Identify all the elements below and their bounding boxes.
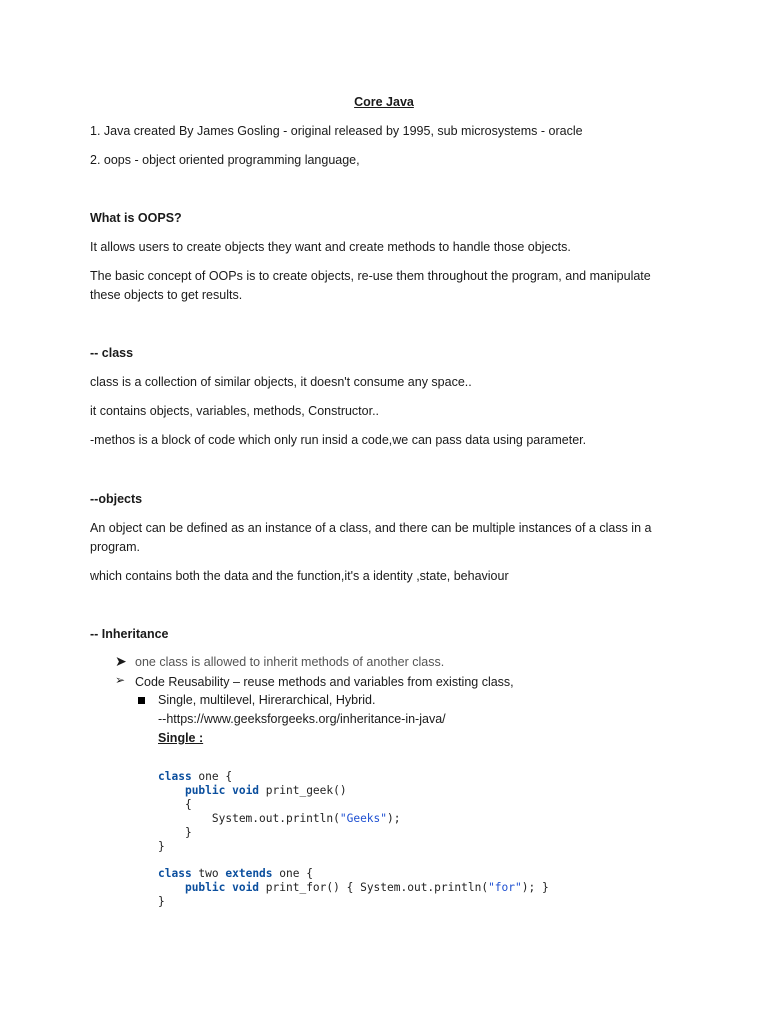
heading-inheritance: -- Inheritance (90, 627, 169, 641)
paragraph-class-3: -methos is a block of code which only run insid a code,we can pass data using parameter. (90, 433, 587, 447)
code-line: class one { (158, 770, 233, 783)
paragraph-oops-2-line1: The basic concept of OOPs is to create objects, re-use them throughout the program, and manipulate (90, 269, 651, 283)
paragraph-oops-2-line2: these objects to get results. (90, 288, 243, 302)
paragraph-class-2: it contains objects, variables, methods, Constructor.. (90, 404, 380, 418)
paragraph-java-history: 1. Java created By James Gosling - original released by 1995, sub microsystems - oracle (90, 124, 583, 138)
square-bullet-icon (138, 697, 145, 704)
code-line: public void print_for() { System.out.println("for"); } (184, 881, 549, 895)
code-snippet (158, 770, 549, 909)
bullet-code-reusability: Code Reusability – reuse methods and variables from existing class, (135, 675, 514, 689)
paragraph-objects-1-line2: program. (90, 540, 141, 554)
code-line: } (158, 825, 192, 839)
code-line: } (158, 839, 165, 853)
sub-bullet-inheritance-types: Single, multilevel, Hirerarchical, Hybrid. (158, 693, 376, 707)
heading-what-is-oops: What is OOPS? (90, 211, 182, 225)
paragraph-objects-1-line1: An object can be defined as an instance of a class, and there can be multiple instances of a class in a (90, 521, 652, 535)
paragraph-class-1: class is a collection of similar objects, it doesn't consume any space.. (90, 375, 472, 389)
heading-objects: --objects (90, 492, 143, 506)
arrow-bullet-icon: ➤ (115, 653, 127, 669)
reference-link[interactable]: --https://www.geeksforgeeks.org/inheritance-in-java/ (158, 712, 446, 726)
code-line: { (158, 797, 192, 811)
page-title: Core Java (354, 95, 414, 109)
single-label: Single : (158, 731, 204, 745)
code-line: class two extends one { (158, 867, 313, 881)
paragraph-oops-definition: 2. oops - object oriented programming language, (90, 153, 360, 167)
paragraph-objects-2: which contains both the data and the function,it's a identity ,state, behaviour (90, 569, 509, 583)
arrow-bullet-icon: ➢ (115, 673, 126, 687)
code-line: public void print_geek() (184, 783, 347, 797)
paragraph-oops-1: It allows users to create objects they want and create methods to handle those objects. (90, 240, 571, 254)
code-line: } (158, 895, 165, 909)
code-line: System.out.println("Geeks"); (158, 811, 401, 825)
bullet-inherit-methods: one class is allowed to inherit methods of another class. (135, 655, 445, 669)
heading-class: -- class (90, 346, 134, 360)
